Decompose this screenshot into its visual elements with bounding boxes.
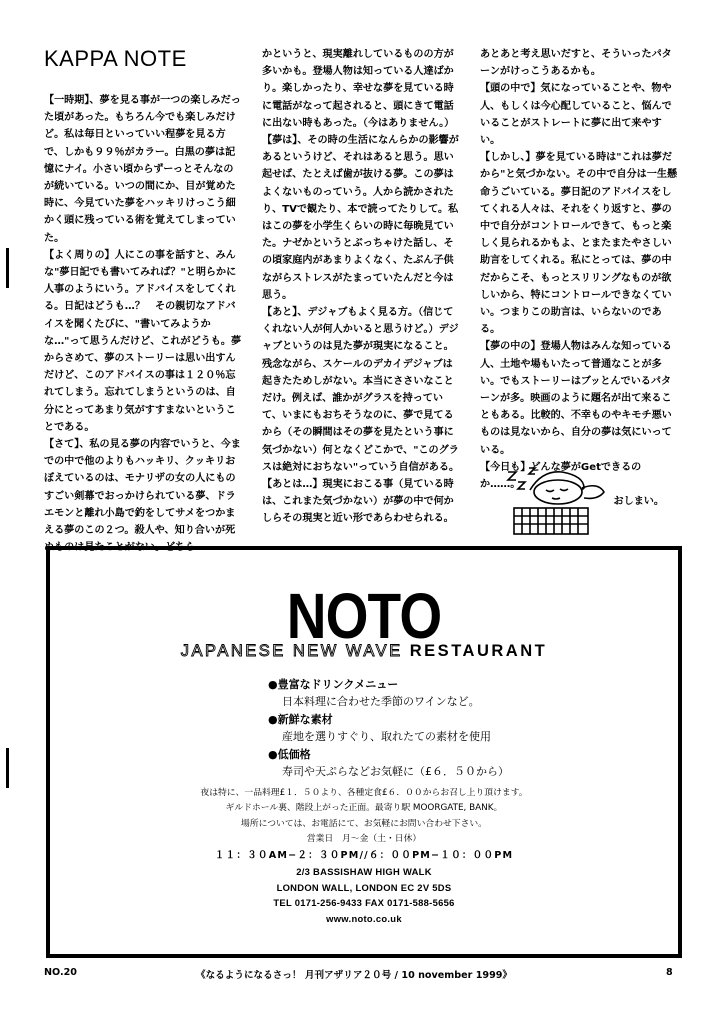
paragraph: 【あと】、デジャブもよく見る方。（信じてくれない人が何人かいると思うけど。）デジャブというのは見た夢が現実になること。残念ながら、スケールのデカイデジャブは起きたためしがない。本当にささいなことだけ。例えば、誰かがグラスを持っていて、いまにもおちそうなのに、夢で見てるから（その瞬間はその夢を見たという事に気づかない）何となくどこかで、"このグラスは絶対におちない"っていう自信がある。 — [262, 307, 460, 473]
info-line: 場所については、お電話にて、お気軽にお問い合わせ下さい。 — [241, 818, 487, 829]
restaurant-logo: NOTO — [286, 580, 442, 652]
signoff: おしまい。 — [613, 496, 664, 508]
phone-fax: TEL 0171-256-9433 FAX 0171-588-5656 — [273, 897, 455, 909]
paragraph: 【さて】、私の見る夢の内容でいうと、今までの中で他のよりもハッキリ、クッキリおぼえているのは、モナリザの女の人にものすごい剣幕でおっかけられている夢、ドラエモンと離れ小島で釣をしてサメをつかまえる夢のこの２つ。殺人や、知り合いが死ぬものは見たことがない。どちら — [44, 439, 241, 554]
restaurant-advertisement — [46, 546, 682, 958]
paragraph: 【よく周りの】人にこの事を話すと、みんな"夢日記でも書いてみれば？"と明らかに人事のようにいう。アドバイスをしてくれる。日記はどうも…？ その親切なアドバイスを聞くたびに、"書いてみようかな…"って思うんだけど、これがどうも。夢からさめて、夢のストーリーは思い出すんだけど、このアドバイスの事は１２０％忘れてしまう。忘れてしまうというのは、自分にとってあまり気がすすまないということである。 — [44, 249, 242, 433]
paragraph: 【あとは…】現実におこる事（見ている時は、これまた気づかない）が夢の中で何かしらその現実と近い形であらわせられる。 — [262, 479, 454, 525]
paragraph: かというと、現実離れしているものの方が多いかも。登場人物は知っている人達ばかり。楽しかったり、幸せな夢を見ている時に電話がなって起されると、頭にきて電話に出ない時もあった。（今はありません。） — [262, 49, 455, 129]
article-column-1 — [44, 92, 242, 556]
tagline-solid: RESTAURANT — [409, 642, 548, 660]
article-column-2 — [262, 46, 460, 528]
feature-detail: 寿司や天ぷらなどお気軽に（£６．５０から） — [282, 765, 509, 779]
publication-line: 《なるようになるさっ！ 月刊アザリア２０号 / 10 november 1999》 — [196, 970, 513, 981]
website: www.noto.co.uk — [326, 912, 402, 924]
restaurant-address — [50, 864, 678, 926]
feature-detail: 産地を選りすぐり、取れたての素材を使用 — [282, 730, 491, 744]
paragraph: 【夢の中の】登場人物はみんな知っている人、土地や場もいたって普通なことが多い。でもストーリーはブッとんでいるパターンが多。映画のように題名が出て来ることもある。比較的、不幸ものやキモチ悪いものは見ないから、自分の夢は気にいっている。 — [480, 341, 672, 456]
feature-detail: 日本料理に合わせた季節のワインなど。 — [282, 695, 480, 709]
page-number: 8 — [666, 967, 673, 978]
paragraph: 【今日も】どんな夢がGetできるのか……。 — [480, 461, 642, 491]
restaurant-info — [50, 786, 678, 863]
paragraph: 【夢は】、その時の生活になんらかの影響があるというけど、それはあると思う。思い起せば、たとえば歯が抜ける夢。この夢はよくないものっていう。人から読かされたり、TVで観たり、本で読ってたりして。私はこの夢を小学生くらいの時に毎晩見ていた。ナゼかというとぶっちゃけた話し、その頃家庭内があまりよくなく、たぶん子供ながらストレスがたまっていたんだと今は思う。 — [262, 135, 459, 301]
issue-number: NO.20 — [44, 967, 77, 978]
scan-mark — [6, 248, 9, 288]
paragraph: 【一時期】、夢を見る事が一つの楽しみだった頃があった。もちろん今でも楽しみだけど。私は毎日といっていい程夢を見る方で、しかも９９％がカラー。白黒の夢は記憶にナイ。小さい頃からずーっとそんなのが続いている。いつの間にか、目が覚めた時に、今見ていた夢をハッキリけっこう細かく頭に残っている術を覚えてしまっていた。 — [44, 95, 241, 244]
feature-head: ●新鮮な素材 — [268, 712, 333, 726]
opening-hours: １１：３０AM−２：３０PM//６：００PM−１０：００PM — [214, 849, 514, 861]
scan-mark — [6, 748, 9, 788]
opening-days: 営業日 月〜金（土・日休） — [306, 834, 422, 845]
info-line: 夜は特に、一品料理£１．５０より、各種定食£６．００からお召し上り頂けます。 — [200, 788, 528, 798]
column-title: KAPPA NOTE — [44, 46, 187, 71]
restaurant-tagline — [50, 642, 678, 661]
sleeping-character-icon — [500, 458, 612, 544]
address-line: 2/3 BASSISHAW HIGH WALK — [296, 866, 432, 877]
article-column-3 — [480, 46, 678, 510]
tagline-outline: JAPANESE NEW WAVE — [180, 642, 403, 660]
paragraph: 【頭の中で】気になっていることや、物や人、もしくは今心配していること、悩んでいることがストレートに夢に出て来やすい。 — [480, 83, 672, 147]
info-line: ギルドホール裏、階段上がった正面。最寄り駅 MOORGATE, BANK。 — [225, 803, 503, 814]
feature-list — [268, 676, 628, 780]
address-line: LONDON WALL, LONDON EC 2V 5DS — [276, 881, 452, 893]
paragraph: あとあと考え思いだすと、そういったパターンがけっこうあるかも。 — [480, 49, 672, 78]
paragraph: 【しかし、】夢を見ている時は"これは夢だから"と気づかない。その中で自分は一生懸命うごいている。夢日記のアドバイスをしてくれる人々は、それをくり返すと、夢の中で自分がコントロールできて、もっと楽しく見られるかもよ、とまたまたやさしい助言をしてくれる。私にとっては、夢の中だからこそ、もっとスリリングなものが欲しいから、特にコントロールできなくていい。つまりこの助言は、いらないのである。 — [480, 152, 678, 336]
feature-head: ●低価格 — [268, 747, 311, 761]
feature-head: ●豊富なドリンクメニュー — [268, 678, 399, 691]
